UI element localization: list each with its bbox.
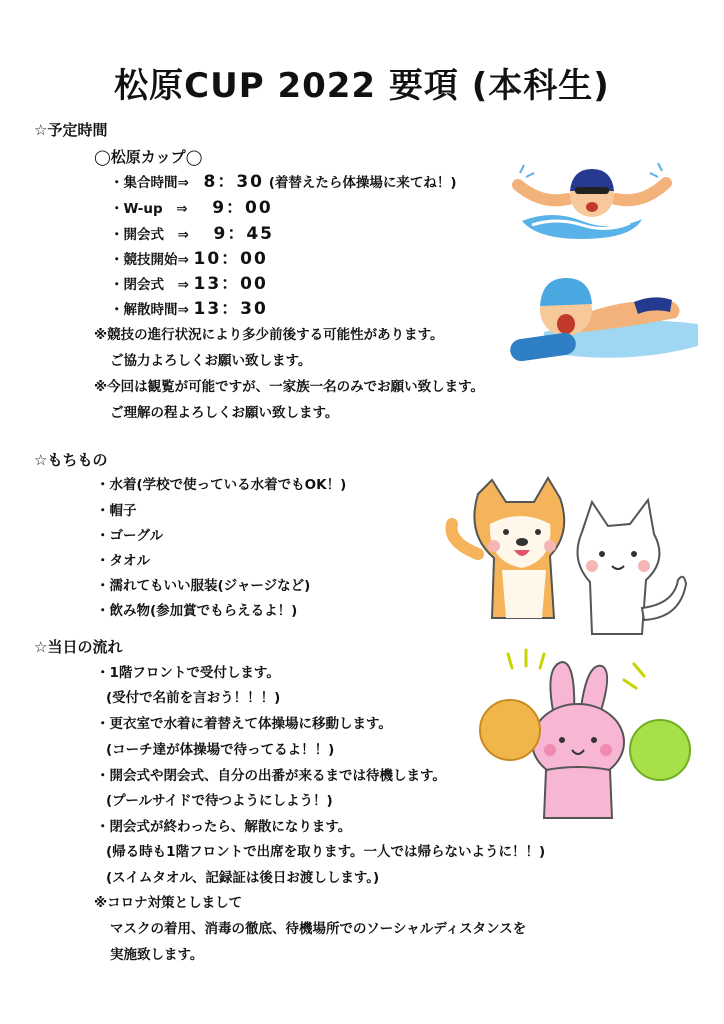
belongings-heading: ☆もちもの [34,451,108,469]
schedule-row [110,199,273,218]
schedule-time: 8：30 [203,172,265,192]
schedule-note-line: ※競技の進行状況により多少前後する可能性があります。 [94,327,444,343]
flow-line: ※コロナ対策としまして [94,895,243,911]
flow-line: (スイムタオル、記録証は後日お渡しします。) [106,870,380,886]
schedule-time: 9：00 [212,198,273,218]
schedule-note-line: ご理解の程よろしくお願い致します。 [110,405,339,421]
belongings-item: ・濡れてもいい服装(ジャージなど) [96,578,311,594]
flow-line: (コーチ達が体操場で待ってるよ！！) [106,742,335,758]
schedule-row [110,300,268,319]
event-name: ◯松原カップ◯ [94,148,203,166]
flow-line: ・開会式や閉会式、自分の出番が来るまでは待機します。 [96,768,446,784]
schedule-label: ・集合時間⇒ [110,175,189,191]
schedule-time: 13：30 [193,299,268,319]
flow-line: 実施致します。 [110,947,204,963]
flow-line: ・閉会式が終わったら、解散になります。 [96,819,352,835]
schedule-time: 10：00 [193,249,268,269]
schedule-heading: ☆予定時間 [34,121,108,139]
schedule-row [110,250,268,269]
flow-line: マスクの着用、消毒の徹底、待機場所でのソーシャルディスタンスを [110,921,527,937]
flow-line: ・1階フロントで受付します。 [96,665,280,681]
schedule-note-line: ※今回は観覧が可能ですが、一家族一名のみでお願い致します。 [94,379,485,395]
flow-line: (受付で名前を言おう！！！) [106,690,281,706]
kickboard-swimmer-illustration [504,262,700,370]
schedule-time: 13：00 [193,274,268,294]
schedule-time: 9：45 [213,224,275,244]
flow-line: (プールサイドで待つようにしよう！) [106,793,333,809]
page-title: 松原CUP 2022 要項 (本科生) [114,66,610,106]
dog-and-cat-illustration [442,468,688,643]
schedule-label: ・開会式 ⇒ [110,227,189,243]
belongings-item: ・飲み物(参加賞でもらえるよ！) [96,603,298,619]
schedule-note: (着替えたら体操場に来てね！) [268,175,457,191]
schedule-label: ・W-up ⇒ [110,201,188,217]
schedule-label: ・競技開始⇒ [110,252,189,268]
cheering-rabbit-illustration [474,646,704,831]
schedule-row [110,173,457,192]
flow-line: (帰る時も1階フロントで出席を取ります。一人では帰らないように！！) [106,844,546,860]
belongings-item: ・帽子 [96,503,137,519]
schedule-label: ・解散時間⇒ [110,302,189,318]
schedule-label: ・閉会式 ⇒ [110,277,189,293]
belongings-item: ・水着(学校で使っている水着でもOK！) [96,477,347,493]
flow-heading: ☆当日の流れ [34,638,123,656]
flow-line: ・更衣室で水着に着替えて体操場に移動します。 [96,716,392,732]
schedule-note-line: ご協力よろしくお願い致します。 [110,353,312,369]
butterfly-swimmer-illustration [512,155,674,241]
belongings-item: ・ゴーグル [96,528,164,544]
schedule-row [110,275,268,294]
belongings-item: ・タオル [96,553,150,569]
schedule-row [110,225,274,244]
